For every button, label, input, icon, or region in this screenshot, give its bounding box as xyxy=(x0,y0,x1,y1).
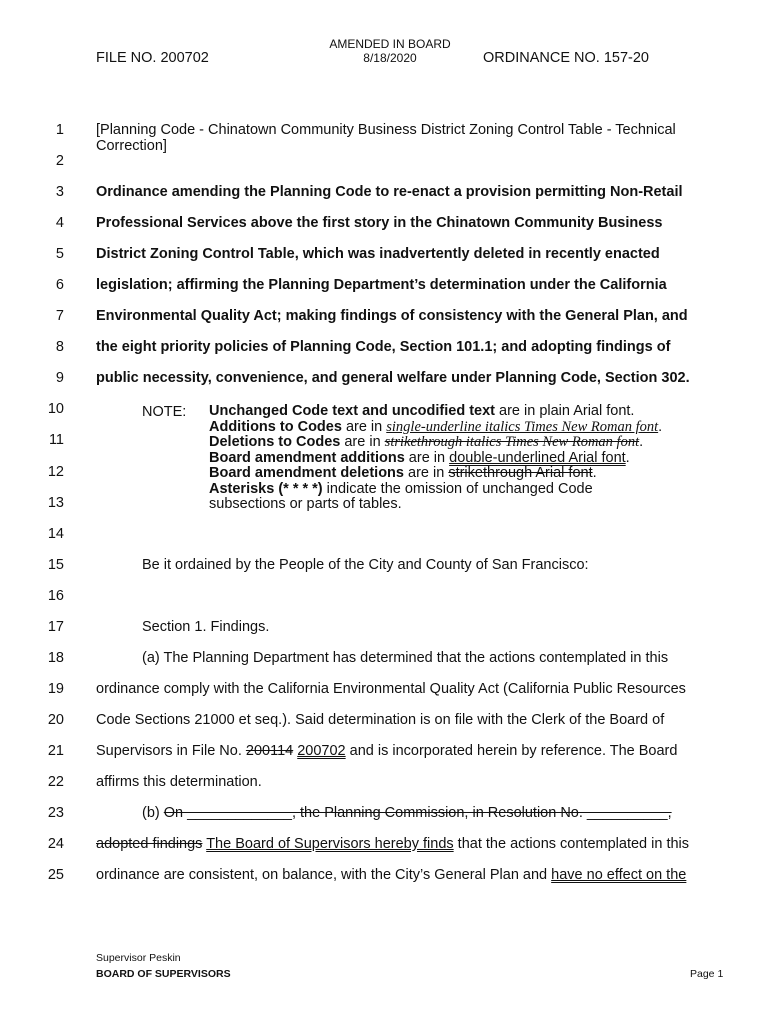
line-number: 20 xyxy=(47,712,64,728)
line-number: 17 xyxy=(47,619,64,635)
file-number: FILE NO. 200702 xyxy=(96,50,209,66)
added-text: have no effect on the xyxy=(551,867,687,883)
ordinance-number: ORDINANCE NO. 157-20 xyxy=(483,50,649,66)
note-line-board-additions xyxy=(209,451,630,467)
line-number: 21 xyxy=(47,743,64,759)
line-number: 9 xyxy=(55,370,64,386)
note-line-board-deletions xyxy=(209,466,597,482)
text-run: ordinance are consistent, on balance, with the City’s General Plan and xyxy=(96,867,552,883)
added-file-number: 200702 xyxy=(297,743,346,759)
line-number: 25 xyxy=(47,867,64,883)
line-number: 18 xyxy=(47,650,64,666)
note-text: are in xyxy=(403,465,449,481)
note-line-asterisks xyxy=(209,482,593,498)
note-style-example: strikethrough italics Times New Roman font xyxy=(384,434,640,450)
paragraph-b-line xyxy=(96,867,686,883)
title-line: the eight priority policies of Planning Code, Section 101.1; and adopting findings of xyxy=(96,339,671,355)
note-text: . xyxy=(639,434,644,450)
text-run: Supervisors in File No. xyxy=(96,743,246,759)
line-number: 7 xyxy=(55,308,64,324)
note-style-example: strikethrough Arial font xyxy=(448,465,593,481)
deleted-text: On _____________, the Planning Commission, in Resolution No. __________, xyxy=(163,805,672,821)
line-number: 1 xyxy=(55,122,64,138)
line-number: 12 xyxy=(47,464,64,480)
note-term: Asterisks (* * * *) xyxy=(209,480,323,497)
paragraph-a-line: Code Sections 21000 et seq.). Said determination is on file with the Clerk of the Board of xyxy=(96,712,665,728)
title-line: public necessity, convenience, and general welfare under Planning Code, Section 302. xyxy=(96,370,690,386)
text-run: that the actions contemplated in this xyxy=(453,836,690,852)
amended-stamp xyxy=(300,37,480,65)
paragraph-a-line: (a) The Planning Department has determined that the actions contemplated in this xyxy=(142,650,669,666)
note-text: are in xyxy=(404,449,450,466)
line-number: 4 xyxy=(55,215,64,231)
note-text: indicate the omission of unchanged Code xyxy=(322,480,593,497)
footer-sponsor: Supervisor Peskin xyxy=(96,952,181,964)
note-text: are in xyxy=(341,418,387,435)
note-style-example: double-underlined Arial font xyxy=(449,449,626,466)
line-number: 19 xyxy=(47,681,64,697)
title-line: Environmental Quality Act; making findings of consistency with the General Plan, and xyxy=(96,308,688,324)
note-text: . xyxy=(658,418,663,435)
note-term: Deletions to Codes xyxy=(209,434,341,450)
paragraph-a-line xyxy=(96,743,677,759)
title-line: Ordinance amending the Planning Code to re-enact a provision permitting Non-Retail xyxy=(96,184,683,200)
note-term: Board amendment additions xyxy=(209,449,405,466)
note-label: NOTE: xyxy=(142,404,187,420)
enacting-clause: Be it ordained by the People of the City and County of San Francisco: xyxy=(142,557,589,573)
line-number: 10 xyxy=(47,401,64,417)
text-run: and is incorporated herein by reference. The Board xyxy=(345,743,678,759)
deleted-text: adopted findings xyxy=(96,836,203,852)
amended-date: 8/18/2020 xyxy=(363,51,417,65)
text-run: (b) xyxy=(142,805,164,821)
title-line: Professional Services above the first story in the Chinatown Community Business xyxy=(96,215,663,231)
added-text: The Board of Supervisors hereby finds xyxy=(206,836,454,852)
note-term: Board amendment deletions xyxy=(209,465,404,481)
note-text: . xyxy=(625,449,630,466)
line-number: 23 xyxy=(47,805,64,821)
line-number: 8 xyxy=(55,339,64,355)
paragraph-a-line: affirms this determination. xyxy=(96,774,262,790)
note-line-unchanged xyxy=(209,404,634,420)
line-number: 5 xyxy=(55,246,64,262)
line-number: 15 xyxy=(47,557,64,573)
subject-line: [Planning Code - Chinatown Community Business District Zoning Control Table - Technical Correction] xyxy=(96,122,676,154)
note-term: Additions to Codes xyxy=(209,418,342,435)
note-line-deletions xyxy=(209,435,643,451)
note-text: are in plain Arial font. xyxy=(495,403,635,419)
line-number: 22 xyxy=(47,774,64,790)
line-number: 11 xyxy=(48,432,64,448)
amended-label: AMENDED IN BOARD xyxy=(329,37,451,51)
note-term: Unchanged Code text and uncodified text xyxy=(209,403,495,419)
note-text: . xyxy=(592,465,597,481)
footer-board: BOARD OF SUPERVISORS xyxy=(96,968,231,980)
line-number: 16 xyxy=(47,588,64,604)
paragraph-b-line xyxy=(142,805,672,821)
line-number: 3 xyxy=(55,184,64,200)
deleted-file-number: 200114 xyxy=(245,743,294,759)
section-heading: Section 1. Findings. xyxy=(142,619,270,635)
note-line-continued: subsections or parts of tables. xyxy=(209,496,402,512)
title-line: District Zoning Control Table, which was inadvertently deleted in recently enacted xyxy=(96,246,660,262)
line-number: 2 xyxy=(55,153,64,169)
title-line: legislation; affirming the Planning Department’s determination under the California xyxy=(96,277,667,293)
line-number: 6 xyxy=(55,277,64,293)
line-number: 13 xyxy=(47,495,64,511)
note-text: are in xyxy=(340,434,385,450)
line-number: 14 xyxy=(47,526,64,542)
note-line-additions xyxy=(209,420,662,436)
note-style-example: single-underline italics Times New Roman font xyxy=(386,418,659,435)
page-number: Page 1 xyxy=(690,968,724,980)
paragraph-b-line xyxy=(96,836,689,852)
line-number: 24 xyxy=(47,836,64,852)
paragraph-a-line: ordinance comply with the California Environmental Quality Act (California Public Resources xyxy=(96,681,686,697)
